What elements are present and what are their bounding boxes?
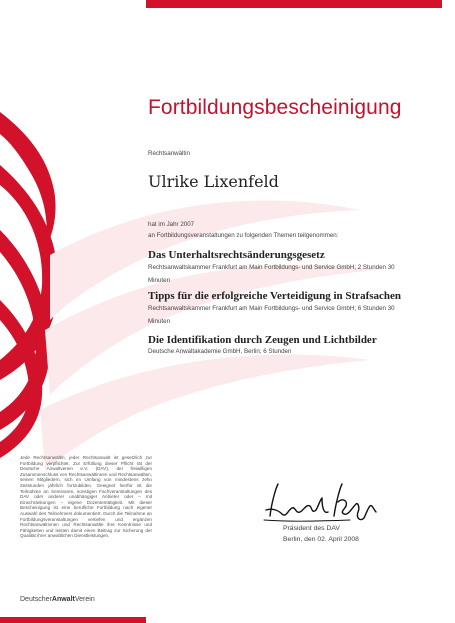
wave-watermark xyxy=(40,354,370,470)
course-title: Die Identifikation durch Zeugen und Lichtbilder xyxy=(148,334,377,346)
logo-prefix: Deutscher xyxy=(20,596,52,603)
role-label: Rechtsanwältin xyxy=(148,150,190,157)
course-detail: Deutsche Anwaltakademie GmbH, Berlin; 6 Stunden xyxy=(148,348,292,355)
intro-topics-line: an Fortbildungsveranstaltungen zu folgenden Themen teilgenommen: xyxy=(148,232,339,239)
logo-strong: Anwalt xyxy=(51,596,75,603)
bottom-red-bar xyxy=(0,617,146,623)
course-title: Das Unterhaltsrechtsänderungsgesetz xyxy=(148,249,325,261)
course-title: Tipps für die erfolgreiche Verteidigung in Strafsachen xyxy=(148,290,402,302)
course-detail: Rechtsanwaltskammer Frankfurt am Main Fortbildungs- und Service GmbH; 2 Stunden 30 Minuten xyxy=(148,264,395,284)
course-detail: Rechtsanwaltskammer Frankfurt am Main Fortbildungs- und Service GmbH; 6 Stunden 30 Minuten xyxy=(148,305,395,325)
dav-logo xyxy=(20,596,95,603)
recipient-name: Ulrike Lixenfeld xyxy=(148,172,279,191)
intro-year-line: hat im Jahr 2007 xyxy=(148,221,195,228)
legal-footnote: Jede Rechtsanwältin, jeder Rechtsanwalt ist gesetzlich zur Fortbildung verpflichtet. Zur Erfüllung dieser Pflicht rät der Deutsche Anwaltverein e.V. (DAV), der freiwilligen Zusammenschluss von Rechtsanwältinnen und Rechtsanwälten, seinen Mitgliedern, sich im Umfang von mindestens zehn Zeitstunden jährlich fortzubilden. Geeignet hierfür ist die Teilnahme an Seminaren, sonstigen Fachveranstaltungen des DAV oder anderer unabhängiger Anbieter oder – mit Einschränkungen – eigene Dozententätigkeit. Mit dieser Bescheinigung ist eine berufliche Fortbildung nach eigener Auswahl des Teilnehmers dokumentiert. Durch die Teilnahme an Fortbildungsveranstaltungen vertiefen und ergänzen Rechtsanwältinnen und Rechtsanwälte ihre Kenntnisse und Fähigkeiten und leisten damit einen Beitrag zur Sicherung der Qualität ihrer anwaltlichen Dienstleistungen. xyxy=(20,455,152,539)
handwritten-signature xyxy=(262,480,382,528)
certificate-title: Fortbildungsbescheinigung xyxy=(148,96,402,119)
logo-suffix: Verein xyxy=(74,596,95,603)
signer-role: Präsident des DAV xyxy=(283,525,340,532)
place-date: Berlin, den 02. April 2008 xyxy=(283,536,359,543)
